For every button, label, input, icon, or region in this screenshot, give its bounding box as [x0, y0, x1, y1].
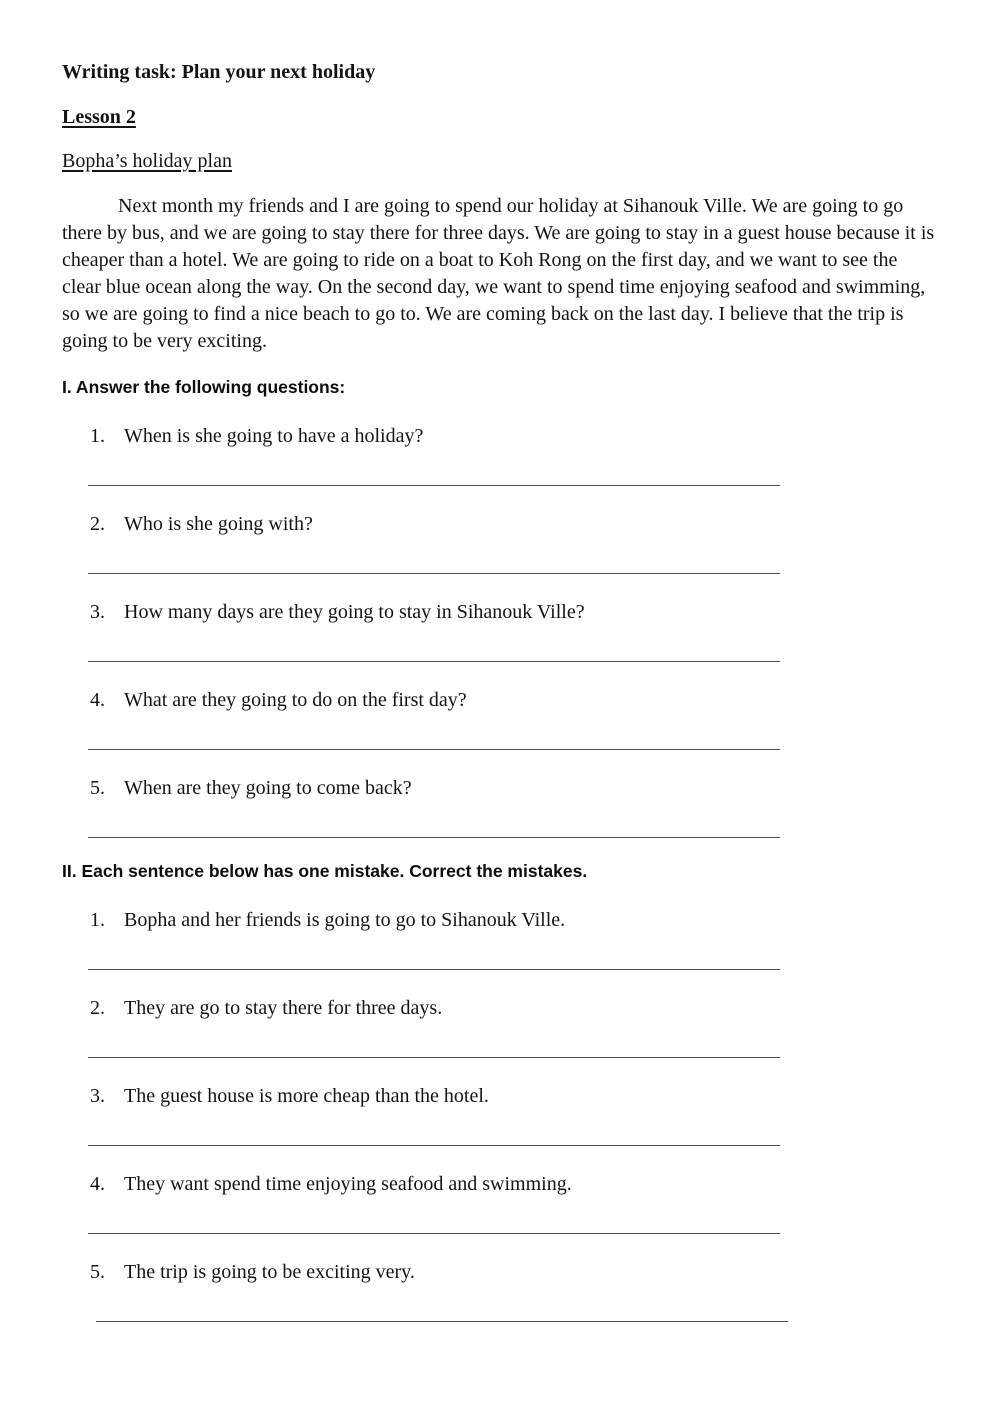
sentence-text: The trip is going to be exciting very. — [124, 1261, 415, 1283]
reading-passage: Next month my friends and I are going to spend our holiday at Sihanouk Ville. We are going to go there by bus, and we are going to stay there for three days. We are going to stay in a guest house because it is cheaper than a hotel. We are going to ride on a boat to Koh Rong on the first day, and we want to see the clear blue ocean along the way. On the second day, we want to spend time enjoying seafood and swimming, so we are going to find a nice beach to go to. We are coming back on the last day. I believe that the trip is going to be very exciting. — [62, 195, 935, 352]
question-number: 2. — [90, 513, 105, 535]
question-item-2 — [90, 511, 938, 538]
answer-line[interactable] — [96, 1321, 788, 1322]
answer-line[interactable] — [88, 661, 780, 662]
answer-line[interactable] — [88, 573, 780, 574]
question-text: Who is she going with? — [124, 513, 313, 535]
answer-line[interactable] — [88, 485, 780, 486]
lesson-heading: Lesson 2 — [62, 106, 136, 128]
section-1-heading: I. Answer the following questions: — [62, 377, 346, 397]
answer-line[interactable] — [88, 1057, 780, 1058]
passage-title: Bopha’s holiday plan — [62, 150, 232, 172]
question-number: 4. — [90, 689, 105, 711]
section-2-heading: II. Each sentence below has one mistake. Correct the mistakes. — [62, 861, 588, 881]
sentence-item-5 — [90, 1259, 938, 1286]
answer-line[interactable] — [88, 1233, 780, 1234]
sentence-text: The guest house is more cheap than the hotel. — [124, 1085, 489, 1107]
sentence-text: Bopha and her friends is going to go to Sihanouk Ville. — [124, 909, 566, 931]
sentence-number: 2. — [90, 997, 105, 1019]
question-item-5 — [90, 775, 938, 802]
question-text: When is she going to have a holiday? — [124, 425, 424, 447]
question-number: 1. — [90, 425, 105, 447]
question-text: How many days are they going to stay in Sihanouk Ville? — [124, 601, 585, 623]
page-title: Writing task: Plan your next holiday — [62, 61, 376, 83]
question-number: 3. — [90, 601, 105, 623]
sentence-number: 1. — [90, 909, 105, 931]
question-item-3 — [90, 599, 938, 626]
answer-line[interactable] — [88, 1145, 780, 1146]
sentence-text: They are go to stay there for three days. — [124, 997, 443, 1019]
answer-line[interactable] — [88, 969, 780, 970]
section-1-questions — [62, 423, 938, 838]
question-text: When are they going to come back? — [124, 777, 412, 799]
sentence-item-3 — [90, 1083, 938, 1110]
answer-line[interactable] — [88, 837, 780, 838]
sentence-item-1 — [90, 907, 938, 934]
sentence-item-4 — [90, 1171, 938, 1198]
sentence-number: 4. — [90, 1173, 105, 1195]
question-item-1 — [90, 423, 938, 450]
question-number: 5. — [90, 777, 105, 799]
section-2-sentences — [62, 907, 938, 1322]
question-item-4 — [90, 687, 938, 714]
sentence-item-2 — [90, 995, 938, 1022]
answer-line[interactable] — [88, 749, 780, 750]
question-text: What are they going to do on the first day? — [124, 689, 467, 711]
sentence-number: 5. — [90, 1261, 105, 1283]
sentence-number: 3. — [90, 1085, 105, 1107]
sentence-text: They want spend time enjoying seafood and swimming. — [124, 1173, 572, 1195]
